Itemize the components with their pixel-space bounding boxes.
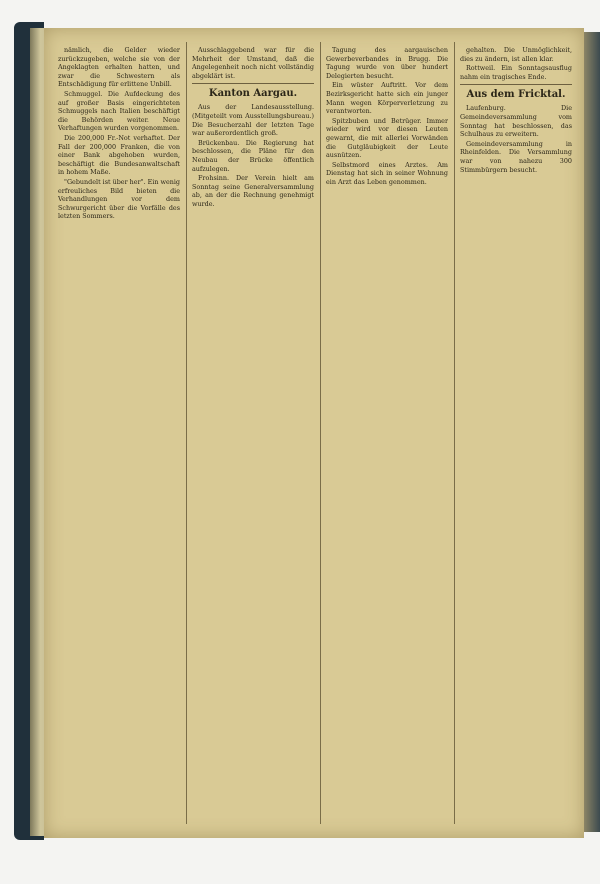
- paragraph: "Gebundelt ist über her". Ein wenig erfreuliches Bild bieten die Verhandlungen vor dem Schwurgericht über die Vorfälle des letzten Sommers.: [58, 177, 180, 221]
- paragraph: Gemeindeversammlung in Rheinfelden. Die Versammlung war von nahezu 300 Stimmbürgern besucht.: [460, 139, 572, 174]
- paragraph: Aus der Landesausstellung. (Mitgeteilt vom Ausstellungsbureau.) Die Besucherzahl der letzten Tage war außerordentlich groß.: [192, 103, 314, 138]
- book-edge-right: [584, 32, 600, 832]
- paragraph: Frohsinn. Der Verein hielt am Sonntag seine Generalversammlung ab, an der die Rechnung genehmigt wurde.: [192, 174, 314, 208]
- section-divider: [460, 84, 572, 85]
- column-rule: [454, 42, 455, 824]
- paragraph: nämlich, die Gelder wieder zurückzugeben, welche sie von der Angeklagten erhalten hatten, und zwar die Schwestern als Entschädigung für erlittene Unbill.: [58, 46, 180, 89]
- paragraph: Tagung des aargauischen Gewerbeverbandes in Brugg. Die Tagung wurde von über hundert Delegierten besucht.: [326, 46, 448, 80]
- paragraph: gehalten. Die Unmöglichkeit, dies zu ändern, ist allen klar.: [460, 46, 572, 63]
- paragraph: Laufenburg. Die Gemeindeversammlung vom Sonntag hat beschlossen, das Schulhaus zu erweitern.: [460, 104, 572, 139]
- paragraph: Selbstmord eines Arztes. Am Dienstag hat sich in seiner Wohnung ein Arzt das Leben genommen.: [326, 160, 448, 186]
- paragraph: Schmuggel. Die Aufdeckung des auf großer Basis eingerichteten Schmuggels nach Italien beschäftigt die Behörden weiter. Neue Verhaftungen wurden vorgenommen.: [58, 89, 180, 133]
- section-heading: Kanton Aargau.: [208, 88, 298, 100]
- newspaper-page: [44, 28, 584, 838]
- section-divider: [192, 83, 314, 84]
- paragraph: Brückenbau. Die Regierung hat beschlossen, die Pläne für den Neubau der Brücke öffentlich aufzulegen.: [192, 138, 314, 173]
- paragraph: Ausschlaggebend war für die Mehrheit der Umstand, daß die Angelegenheit noch nicht vollständig abgeklärt ist.: [192, 46, 314, 80]
- column-2: [192, 46, 314, 824]
- paragraph: Ein wüster Auftritt. Vor dem Bezirksgericht hatte sich ein junger Mann wegen Körperverletzung zu verantworten.: [326, 81, 448, 116]
- paragraph: Die 200,000 Fr.-Not verhaftet. Der Fall der 200,000 Franken, die von einer Bank abgehoben wurden, beschäftigt die Bundesanwaltschaft in hohem Maße.: [58, 133, 180, 177]
- section-heading: Aus dem Fricktal.: [466, 89, 566, 101]
- column-rule: [186, 42, 187, 824]
- column-1: [58, 46, 180, 824]
- paragraph: Spitzbuben und Betrüger. Immer wieder wird vor diesen Leuten gewarnt, die mit allerlei Vorwänden die Gutgläubigkeit der Leute ausnützen.: [326, 116, 448, 160]
- column-4: [460, 46, 572, 824]
- paragraph: Rottweil. Ein Sonntagsausflug nahm ein tragisches Ende.: [460, 64, 572, 81]
- column-3: [326, 46, 448, 824]
- column-rule: [320, 42, 321, 824]
